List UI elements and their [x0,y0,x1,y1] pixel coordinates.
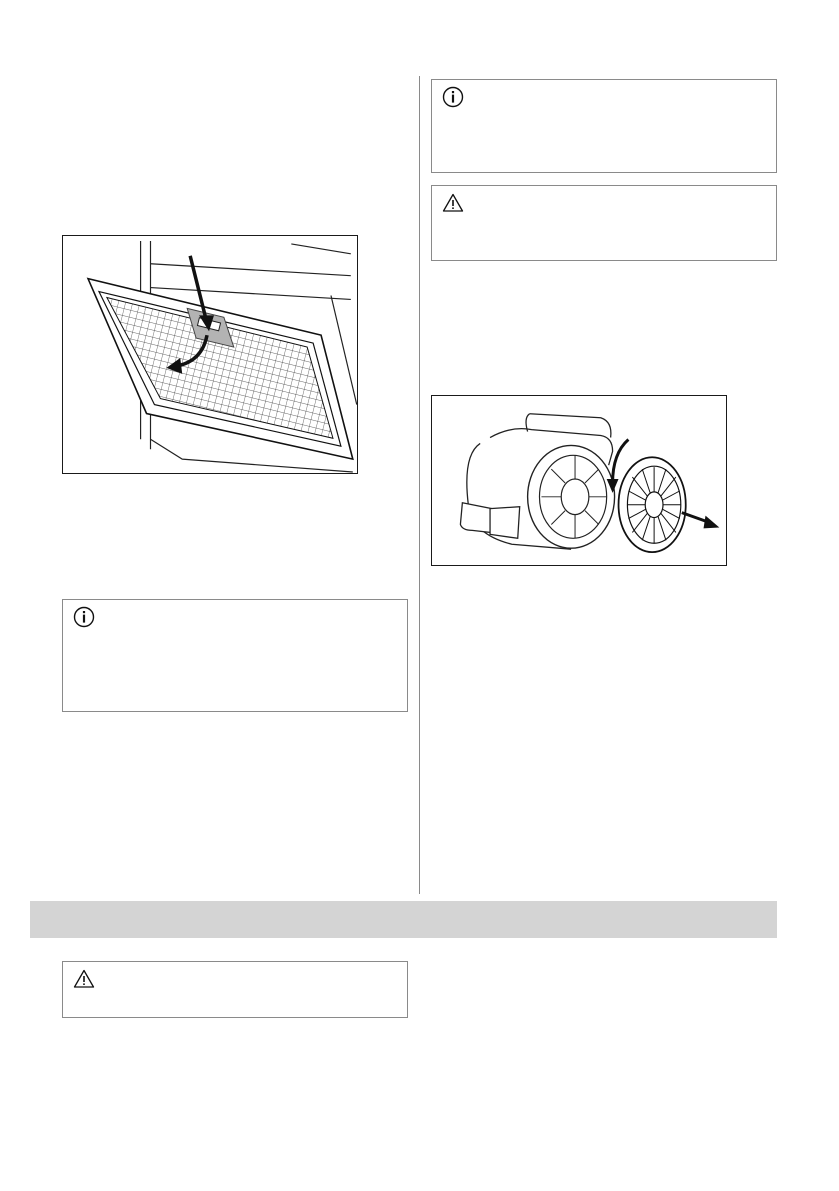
charcoal-filter-removal-illustration [432,396,726,565]
info-icon [442,86,464,108]
warning-note-box [62,961,408,1018]
warning-icon [73,968,95,990]
column-divider [419,76,420,894]
section-heading-bar [30,901,777,938]
info-note-box [62,599,408,712]
charcoal-filter-figure [431,395,727,566]
info-icon [73,606,95,628]
warning-icon [442,192,464,214]
grease-filter-figure [62,235,358,474]
grease-filter-removal-illustration [63,236,357,473]
info-note-box [431,79,777,173]
warning-note-box [431,185,777,261]
